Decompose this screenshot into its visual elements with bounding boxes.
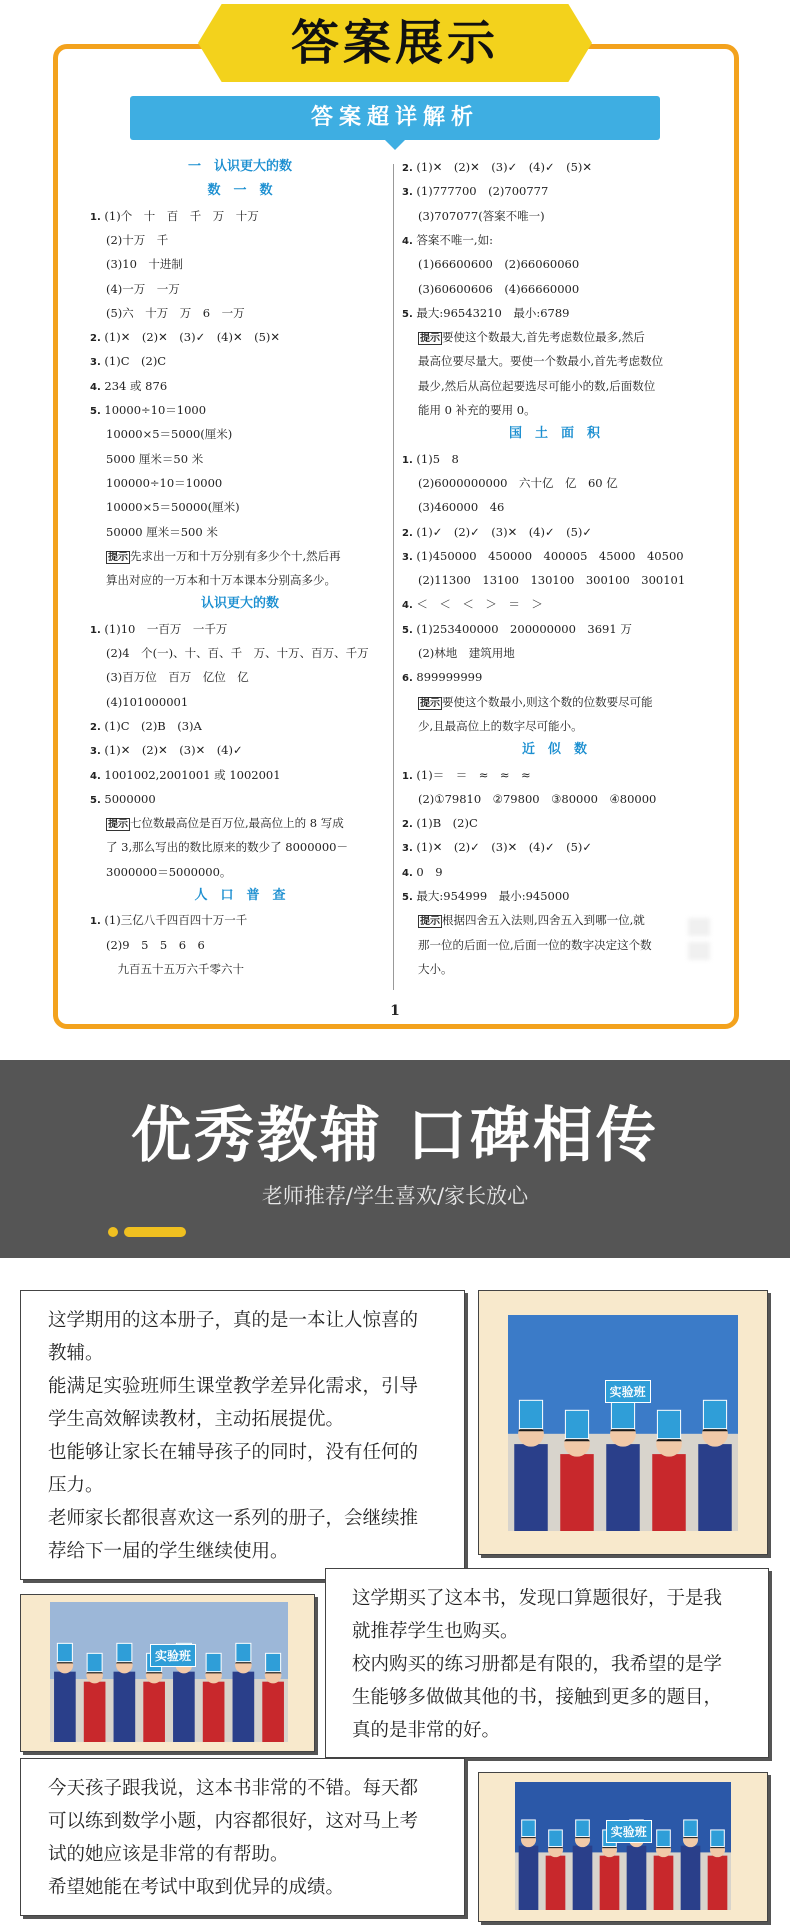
answer-text: 最大:954999 最小:945000 xyxy=(416,889,570,903)
answer-text: (1)450000 450000 400005 45000 40500 xyxy=(416,548,684,563)
answer-text: 最少,然后从高位起要选尽可能小的数,后面数位 xyxy=(418,378,656,393)
answer-line xyxy=(418,498,504,516)
section-heading: 数 一 数 xyxy=(207,183,273,199)
review-line: 这学期买了这本书，发现口算题很好，于是我 xyxy=(352,1588,723,1609)
review-line: 生能够多做做其他的书，接触到更多的题目， xyxy=(352,1687,723,1708)
answer-line xyxy=(418,717,583,735)
answer-line xyxy=(106,523,218,541)
answer-line xyxy=(418,328,645,346)
answer-line xyxy=(90,717,202,735)
column-divider xyxy=(393,164,394,990)
question-number: 4. xyxy=(402,867,413,879)
answer-line xyxy=(106,814,344,832)
answer-line xyxy=(418,207,545,225)
book-label: 实验班 xyxy=(605,1380,651,1403)
question-number: 2. xyxy=(402,163,413,174)
answer-text: 10000×5＝5000(厘米) xyxy=(106,427,233,442)
answer-line xyxy=(106,498,240,516)
answer-line xyxy=(418,960,453,978)
answer-line xyxy=(106,838,348,856)
answer-line xyxy=(90,352,166,370)
question-number: 1. xyxy=(90,916,101,928)
answer-line xyxy=(106,474,222,492)
hint-badge: 提示 xyxy=(420,697,440,709)
answer-text: 5000000 xyxy=(104,791,156,806)
section-heading: 近 似 数 xyxy=(521,742,587,758)
answer-text: 了 3,那么写出的数比原来的数少了 8000000－ xyxy=(106,840,348,855)
answer-line xyxy=(402,158,592,176)
answer-line xyxy=(402,766,531,784)
answer-line xyxy=(402,620,632,638)
answer-line xyxy=(106,936,205,954)
answer-text: 要使这个数最小,则这个数的位数要尽可能 xyxy=(442,694,653,709)
answer-text: (3)百万位 百万 亿位 亿 xyxy=(106,670,249,685)
answer-text: (1)253400000 200000000 3691 万 xyxy=(416,621,632,636)
answer-text: 3000000＝5000000。 xyxy=(106,864,232,879)
question-number: 3. xyxy=(90,357,101,369)
hint-badge: 提示 xyxy=(108,551,128,563)
answer-text: 899999999 xyxy=(416,670,483,685)
answer-line xyxy=(418,790,656,808)
review-line: 也能够让家长在辅导孩子的同时，没有任何的 xyxy=(48,1442,419,1463)
question-number: 4. xyxy=(90,770,101,782)
answer-text: 10000÷10＝1000 xyxy=(104,403,207,417)
answer-line xyxy=(90,328,280,346)
answer-line xyxy=(402,863,443,881)
answer-line xyxy=(402,304,569,322)
answer-text: (3)10 十进制 xyxy=(106,257,183,272)
answer-text: (2)林地 建筑用地 xyxy=(418,646,515,660)
answer-text: (3)707077(答案不唯一) xyxy=(418,208,545,223)
section-heading: 一 认识更大的数 xyxy=(187,159,292,174)
review-line: 老师家长都很喜欢这一系列的册子，会继续推 xyxy=(48,1508,419,1529)
answer-text: 那一位的后面一位,后面一位的数字决定这个数 xyxy=(418,937,652,952)
question-number: 2. xyxy=(402,819,413,831)
question-number: 2. xyxy=(90,333,101,345)
answer-text: ＜ ＜ ＜ ＞ ＝ ＞ xyxy=(416,597,543,612)
answer-text: 答案不唯一,如: xyxy=(416,232,493,247)
student-photo-2 xyxy=(50,1602,288,1742)
answer-line xyxy=(418,377,655,395)
answer-line xyxy=(106,644,369,662)
answer-line xyxy=(418,352,663,370)
question-number: 5. xyxy=(402,892,413,903)
review-line: 今天孩子跟我说，这本书非常的不错。每天都 xyxy=(48,1778,419,1799)
answer-line xyxy=(402,523,592,541)
book-label: 实验班 xyxy=(606,1820,652,1843)
answer-line xyxy=(402,595,543,613)
hint-badge: 提示 xyxy=(420,333,440,345)
section-heading: 国 土 面 积 xyxy=(508,426,600,442)
review-line: 这学期用的这本册子，真的是一本让人惊喜的 xyxy=(48,1310,419,1331)
answer-text: 5000 厘米＝50 米 xyxy=(106,451,204,466)
promo-title: 优秀教辅 口碑相传 xyxy=(131,1101,659,1171)
hint-badge: 提示 xyxy=(108,819,128,831)
answer-text: 最大:96543210 最小:6789 xyxy=(416,305,570,320)
answer-text: (1)10 一百万 一千万 xyxy=(104,621,228,636)
answer-text: 100000÷10＝10000 xyxy=(106,475,223,490)
section-heading: 认识更大的数 xyxy=(200,596,279,612)
answer-text: (1)B (2)C xyxy=(416,816,478,831)
review-line: 压力。 xyxy=(48,1475,104,1496)
decor-dot xyxy=(108,1227,118,1237)
answer-line xyxy=(418,644,515,662)
answer-line xyxy=(90,377,167,395)
answer-line xyxy=(106,571,336,589)
answer-line xyxy=(106,280,180,298)
photo-illustration xyxy=(508,1315,738,1531)
answer-text: (1)✕ (2)✓ (3)✕ (4)✓ (5)✓ xyxy=(416,840,593,855)
question-number: 3. xyxy=(402,551,413,563)
answer-text: (1)个 十 百 千 万 十万 xyxy=(104,208,259,223)
answer-text: 1001002,2001001 或 1002001 xyxy=(104,767,281,782)
blurred-crop xyxy=(688,918,710,936)
answer-text: (1)66600600 (2)66060060 xyxy=(418,257,580,272)
answer-line xyxy=(402,887,569,905)
answer-line xyxy=(106,255,183,273)
answer-text: 七位数最高位是百万位,最高位上的 8 写成 xyxy=(130,816,344,831)
page-number: 1 xyxy=(390,1003,400,1019)
question-number: 5. xyxy=(90,794,101,806)
answer-text: 234 或 876 xyxy=(104,378,168,393)
hint-badge: 提示 xyxy=(420,916,440,928)
question-number: 3. xyxy=(90,746,101,758)
answer-text: 算出对应的一万本和十万本课本分别高多少。 xyxy=(106,573,336,588)
question-number: 1. xyxy=(402,770,413,782)
answer-line xyxy=(418,255,579,273)
review-line: 就推荐学生也购买。 xyxy=(352,1621,519,1642)
question-number: 2. xyxy=(402,527,413,539)
review-line: 试的她应该是非常的有帮助。 xyxy=(48,1844,289,1865)
answer-line xyxy=(90,207,259,225)
answer-text: 先求出一万和十万分别有多少个十,然后再 xyxy=(130,548,341,563)
question-number: 2. xyxy=(90,721,101,733)
review-line: 真的是非常的好。 xyxy=(352,1720,501,1741)
answer-line xyxy=(418,401,536,419)
answer-line xyxy=(402,668,482,686)
question-number: 5. xyxy=(402,308,413,320)
answer-line xyxy=(402,838,592,856)
student-photo-3 xyxy=(515,1782,731,1910)
answer-text: (4)101000001 xyxy=(106,694,189,709)
review-line: 学生高效解读教材，主动拓展提优。 xyxy=(48,1409,345,1430)
answer-line xyxy=(418,911,645,929)
question-number: 4. xyxy=(402,235,413,247)
review-text-1 xyxy=(48,1304,458,1568)
answer-text: 10000×5＝50000(厘米) xyxy=(106,500,240,515)
subtitle: 答案超详解析 xyxy=(310,105,479,130)
answer-line xyxy=(90,741,243,759)
question-number: 3. xyxy=(402,187,413,199)
student-photo-1 xyxy=(508,1315,738,1531)
answer-line xyxy=(90,790,156,808)
answer-text: 九百五十五万六千零六十 xyxy=(106,961,244,976)
answer-line xyxy=(402,814,478,832)
answer-text: 50000 厘米＝500 米 xyxy=(106,524,218,539)
answer-line xyxy=(106,231,168,249)
answer-line xyxy=(418,693,653,711)
answer-line xyxy=(418,571,685,589)
answer-text: 根据四舍五入法则,四舍五入到哪一位,就 xyxy=(442,913,645,928)
question-number: 1. xyxy=(402,454,413,466)
answer-text: (4)一万 一万 xyxy=(106,281,180,296)
answer-text: 要使这个数最大,首先考虑数位最多,然后 xyxy=(442,330,645,345)
review-line: 能满足实验班师生课堂教学差异化需求，引导 xyxy=(48,1376,419,1397)
answer-line xyxy=(402,182,548,200)
answer-line xyxy=(90,401,206,419)
answer-text: (1)＝ ＝ ≈ ≈ ≈ xyxy=(416,767,531,782)
answer-line xyxy=(106,425,232,443)
answer-line xyxy=(90,766,281,784)
answer-line xyxy=(402,450,459,468)
answer-text: (3)460000 46 xyxy=(418,500,505,515)
question-number: 5. xyxy=(90,406,101,417)
question-number: 6. xyxy=(402,673,413,685)
answer-text: (3)60600606 (4)66660000 xyxy=(418,281,580,296)
question-number: 3. xyxy=(402,843,413,855)
answer-text: (1)✕ (2)✕ (3)✓ (4)✓ (5)✕ xyxy=(416,160,593,174)
promo-subtitle: 老师推荐/学生喜欢/家长放心 xyxy=(261,1184,529,1208)
answer-line xyxy=(106,693,188,711)
answer-text: (2)①79810 ②79800 ③80000 ④80000 xyxy=(418,791,657,806)
review-line: 校内购买的练习册都是有限的，我希望的是学 xyxy=(352,1654,723,1675)
answer-line xyxy=(402,547,684,565)
answer-text: (2)6000000000 六十亿 亿 60 亿 xyxy=(418,475,618,490)
review-line: 荐给下一届的学生继续使用。 xyxy=(48,1541,289,1562)
question-number: 1. xyxy=(90,624,101,636)
review-line: 教辅。 xyxy=(48,1343,104,1364)
book-label: 实验班 xyxy=(150,1644,196,1667)
answer-text: (1)C (2)C xyxy=(104,354,167,369)
answer-text: (1)C (2)B (3)A xyxy=(104,718,202,733)
answer-text: 最高位要尽量大。要使一个数最小,首先考虑数位 xyxy=(418,354,664,369)
answer-text: (1)✓ (2)✓ (3)✕ (4)✓ (5)✓ xyxy=(416,524,593,539)
answer-line xyxy=(418,280,579,298)
answer-text: (1)✕ (2)✕ (3)✕ (4)✓ xyxy=(104,743,243,758)
answer-line xyxy=(106,450,203,468)
answer-text: 0 9 xyxy=(416,864,443,879)
answer-line xyxy=(106,960,244,978)
question-number: 4. xyxy=(402,600,413,612)
answer-line xyxy=(418,936,652,954)
review-line: 希望她能在考试中取到优异的成绩。 xyxy=(48,1877,345,1898)
photo-illustration xyxy=(50,1602,288,1742)
answer-text: (5)六 十万 万 6 一万 xyxy=(106,305,245,320)
answer-line xyxy=(418,474,618,492)
answer-text: 大小。 xyxy=(418,961,453,976)
answer-line xyxy=(106,863,231,881)
decor-bar xyxy=(124,1227,186,1237)
answer-text: (2)4 个(一)、十、百、千 万、十万、百万、千万 xyxy=(106,646,369,660)
answer-text: (2)9 5 5 6 6 xyxy=(106,937,205,952)
answer-text: 少,且最高位上的数字尽可能小。 xyxy=(418,718,583,733)
question-number: 4. xyxy=(90,381,101,393)
photo-illustration xyxy=(515,1782,731,1910)
answer-text: (1)✕ (2)✕ (3)✓ (4)✕ (5)✕ xyxy=(104,330,281,345)
section-heading: 人 口 普 查 xyxy=(194,888,286,903)
question-number: 1. xyxy=(90,211,101,223)
answer-text: (2)11300 13100 130100 300100 300101 xyxy=(418,573,686,588)
answer-text: 能用 0 补充的要用 0。 xyxy=(418,403,536,417)
answer-line xyxy=(106,304,245,322)
question-number: 5. xyxy=(402,624,413,636)
answer-text: (1)三亿八千四百四十万一千 xyxy=(104,913,248,928)
answer-text: (1)777700 (2)700777 xyxy=(416,184,549,199)
answer-line xyxy=(106,668,249,686)
review-text-2 xyxy=(352,1582,762,1747)
answer-text: (2)十万 千 xyxy=(106,232,169,247)
answer-line xyxy=(90,911,247,929)
answer-line xyxy=(402,231,493,249)
blurred-crop xyxy=(688,942,710,960)
review-line: 可以练到数学小题，内容都很好，这对马上考 xyxy=(48,1811,419,1832)
review-text-3 xyxy=(48,1772,458,1904)
answer-text: (1)5 8 xyxy=(416,451,459,466)
answer-line xyxy=(106,547,341,565)
banner-title: 答案展示 xyxy=(290,15,499,71)
answer-line xyxy=(90,620,227,638)
